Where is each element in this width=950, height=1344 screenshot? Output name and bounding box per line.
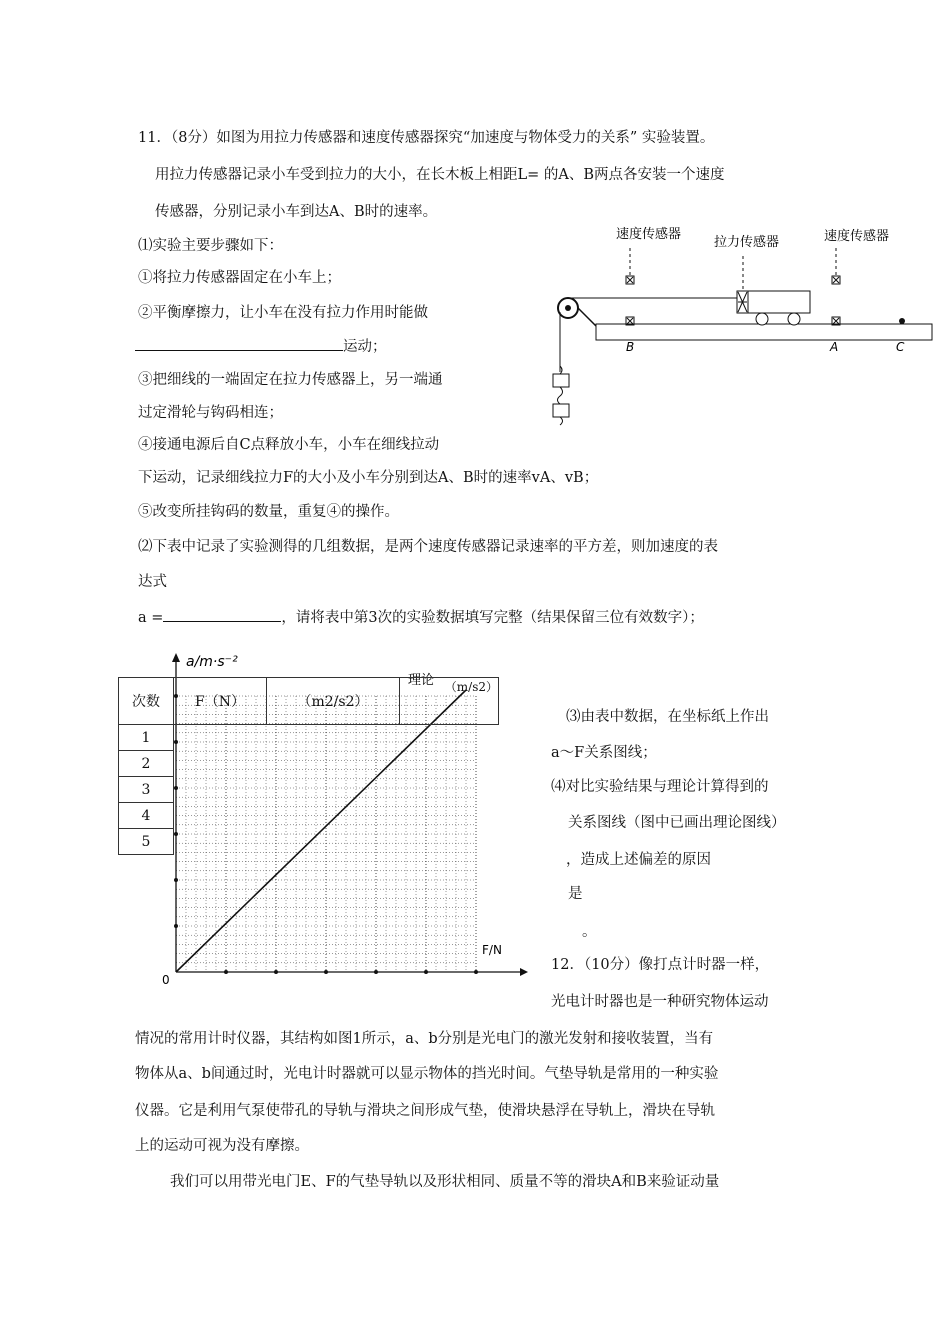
- cart-wheel-left: [756, 313, 768, 325]
- table-header-count: 次数: [119, 678, 174, 725]
- hanging-mass-1: [553, 374, 569, 387]
- theory-label: 理论: [408, 673, 435, 688]
- release-point-c: [899, 318, 905, 324]
- q11-part3-line2: a～F关系图线；: [551, 745, 657, 761]
- q12-line2: 光电计时器也是一种研究物体运动: [551, 994, 769, 1010]
- q11-part4-end: 。: [582, 924, 597, 940]
- apparatus-diagram: [540, 220, 940, 430]
- q11-step4-line2: 下运动，记录细线拉力F的大小及小车分别到达A、B时的速率vA、vB；: [138, 470, 599, 486]
- table-header-acceleration: （m/s2）: [400, 678, 499, 725]
- row-index: 4: [119, 803, 174, 829]
- q11-part2-line2: 达式: [138, 574, 167, 590]
- cart-wheel-right: [788, 313, 800, 325]
- q11-step1: ①将拉力传感器固定在小车上；: [138, 270, 341, 286]
- x-tick-3: [324, 970, 328, 974]
- speed-sensor-left-label: 速度传感器: [616, 227, 682, 242]
- y-axis-arrow: [172, 653, 180, 662]
- table-row: [119, 803, 499, 829]
- q11-step2-suffix: 运动；: [343, 339, 387, 355]
- x-tick-6: [474, 970, 478, 974]
- q12-line1: 12．（10分）像打点计时器一样，: [551, 957, 770, 973]
- row-index: 5: [119, 829, 174, 855]
- q12-line3: 情况的常用计时仪器，其结构如图1所示，a、b分别是光电门的激光发射和接收装置，当有: [135, 1031, 714, 1047]
- q11-intro-line2: 传感器，分别记录小车到达A、B时的速率。: [155, 204, 438, 220]
- q11-part2-line3: [138, 607, 704, 628]
- sensor-b-mark: [627, 318, 633, 324]
- table-header-velocity-sq: （m2/s2）: [267, 678, 400, 725]
- cart-body: [748, 291, 810, 313]
- point-b-label: B: [626, 340, 635, 354]
- hanging-mass-2: [553, 404, 569, 417]
- q11-part4-line3: ，造成上述偏差的原因: [566, 852, 711, 868]
- table-header-force: F（N）: [174, 678, 267, 725]
- q11-part4-line2: 关系图线（图中已画出理论图线）: [568, 815, 786, 831]
- table-row: [119, 829, 499, 855]
- x-axis-arrow: [520, 968, 528, 976]
- y-tick-2: [174, 878, 178, 882]
- q11-part4-line4: 是: [568, 886, 583, 902]
- q12-line6: 上的运动可视为没有摩擦。: [135, 1138, 309, 1154]
- q11-part3: ⑶由表中数据，在坐标纸上作出: [566, 709, 769, 725]
- q11-part2-suffix: ，请将表中第3次的实验数据填写完整（结果保留三位有效数字）；: [281, 610, 704, 626]
- q11-step4: ④接通电源后自C点释放小车，小车在细线拉动: [138, 437, 440, 453]
- row-index: 2: [119, 751, 174, 777]
- x-axis-label: F/N: [482, 943, 502, 957]
- answer-blank-acceleration[interactable]: [163, 607, 281, 622]
- table-header-row: [119, 678, 499, 725]
- row-index: 1: [119, 725, 174, 751]
- long-board: [596, 324, 932, 340]
- accel-expression-label: a =: [138, 610, 164, 626]
- q11-step5: ⑤改变所挂钩码的数量，重复④的操作。: [138, 504, 399, 520]
- y-tick-1: [174, 924, 178, 928]
- origin-label: 0: [162, 973, 170, 987]
- table-row: [119, 725, 499, 751]
- q12-line7: 我们可以用带光电门E、F的气垫导轨以及形状相同、质量不等的滑块A和B来验证动量: [170, 1174, 720, 1190]
- point-c-label: C: [896, 340, 905, 354]
- q11-step3: ③把细线的一端固定在拉力传感器上，另一端通: [138, 372, 443, 388]
- q11-part1-heading: ⑴实验主要步骤如下：: [138, 238, 283, 254]
- sensor-box-upper-right-mark: [833, 277, 839, 283]
- board-support: [578, 308, 596, 326]
- q11-step2: ②平衡摩擦力，让小车在没有拉力作用时能做: [138, 305, 428, 321]
- x-tick-1: [224, 970, 228, 974]
- q11-title: 11．（8分）如图为用拉力传感器和速度传感器探究“加速度与物体受力的关系” 实验装置。: [138, 130, 715, 146]
- table-row: [119, 751, 499, 777]
- row-index: 3: [119, 777, 174, 803]
- force-sensor-label: 拉力传感器: [714, 235, 780, 250]
- speed-sensor-right-label: 速度传感器: [824, 229, 890, 244]
- y-axis-label: a/m·s⁻²: [186, 654, 238, 670]
- point-a-label: A: [830, 340, 839, 354]
- q11-intro-line1: 用拉力传感器记录小车受到拉力的大小，在长木板上相距L= 的A、B两点各安装一个速度: [155, 167, 725, 183]
- q11-step2-line2: [135, 336, 387, 357]
- q11-part2: ⑵下表中记录了实验测得的几组数据，是两个速度传感器记录速率的平方差，则加速度的表: [138, 539, 718, 555]
- x-tick-2: [274, 970, 278, 974]
- q11-part4: ⑷对比实验结果与理论计算得到的: [551, 779, 769, 795]
- data-table: [118, 677, 499, 855]
- table-row: [119, 777, 499, 803]
- sensor-a-mark: [833, 318, 839, 324]
- q11-step3-line2: 过定滑轮与钩码相连；: [138, 405, 283, 421]
- pulley-axle: [565, 305, 571, 311]
- q12-line5: 仪器。它是利用气泵使带孔的导轨与滑块之间形成气垫，使滑块悬浮在导轨上，滑块在导轨: [135, 1103, 715, 1119]
- x-tick-5: [424, 970, 428, 974]
- hook-middle: [558, 387, 563, 404]
- q12-line4: 物体从a、b间通过时，光电计时器就可以显示物体的挡光时间。气垫导轨是常用的一种实验: [135, 1066, 719, 1082]
- x-tick-4: [374, 970, 378, 974]
- sensor-box-upper-left-mark: [627, 277, 633, 283]
- hook-bottom: [560, 417, 563, 425]
- answer-blank-motion[interactable]: [135, 336, 343, 351]
